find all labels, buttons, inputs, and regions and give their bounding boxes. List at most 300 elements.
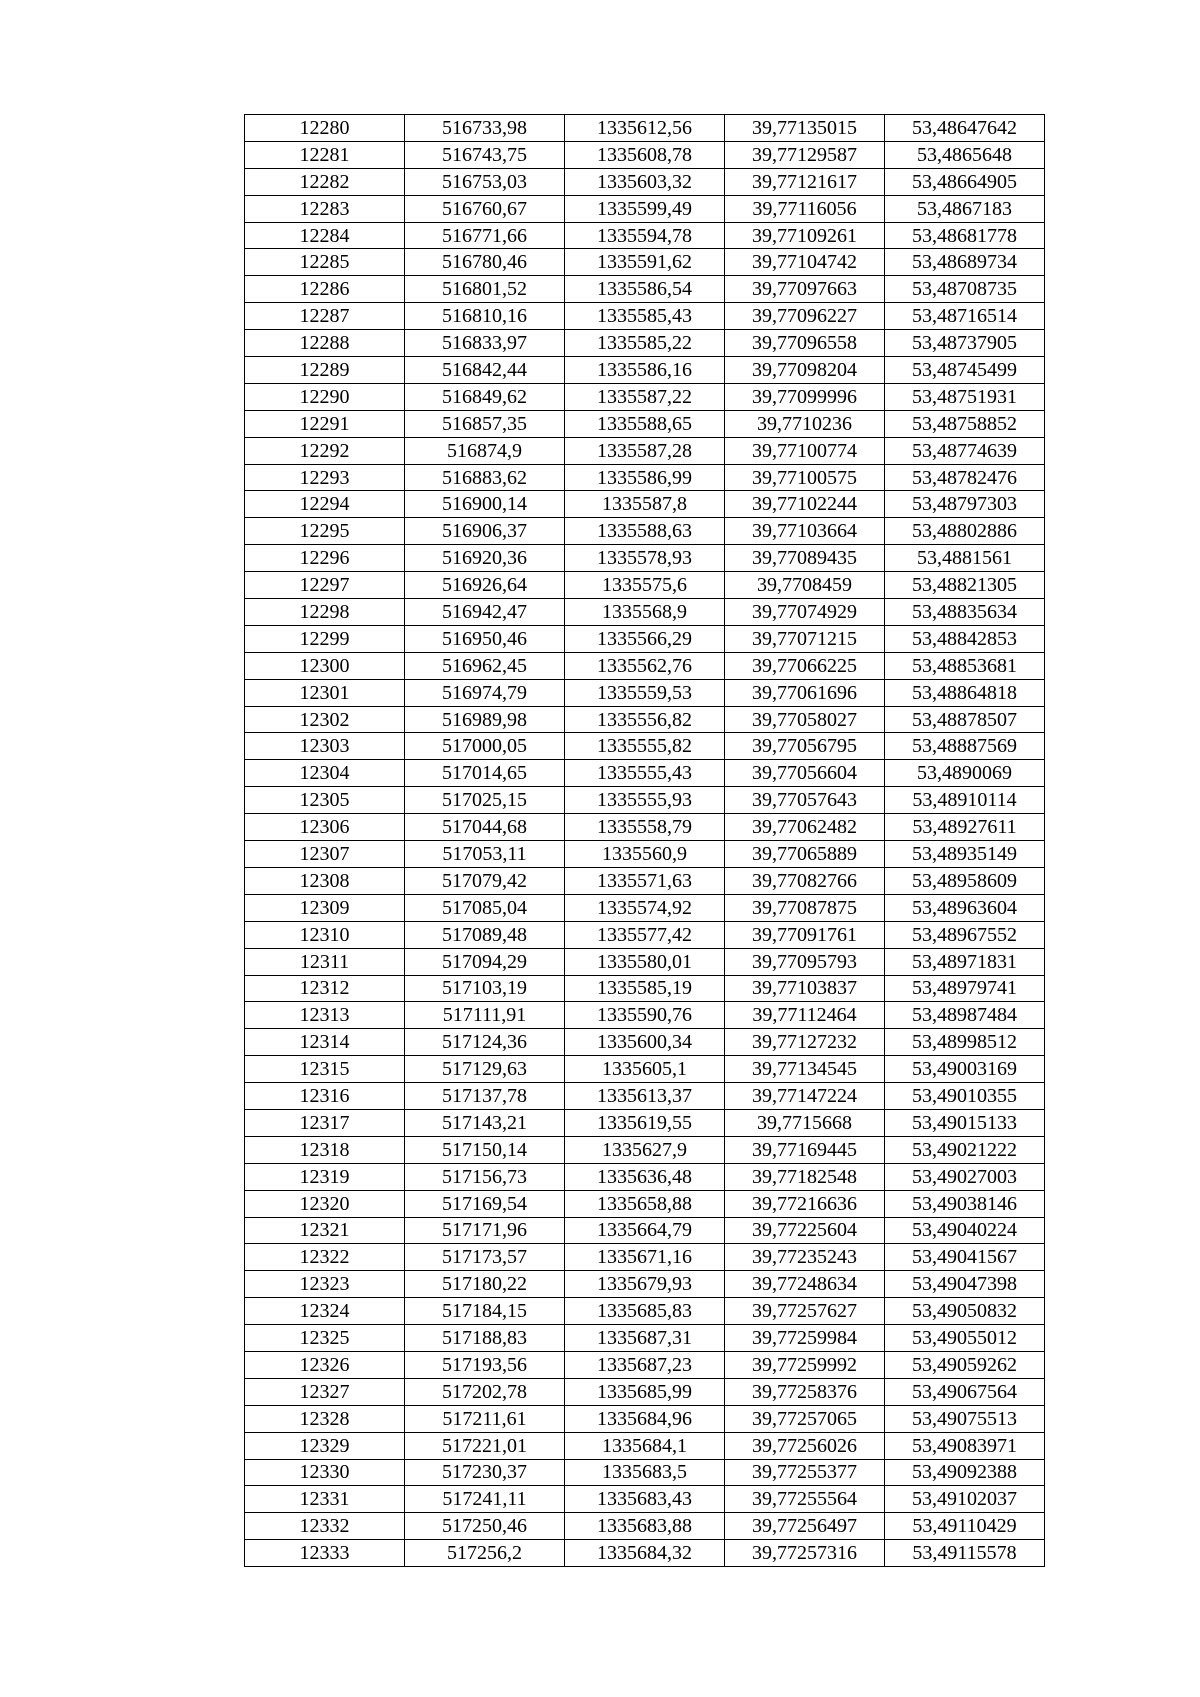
y-coordinate-cell: 1335591,62 — [565, 249, 725, 276]
latitude-cell: 53,48745499 — [885, 357, 1045, 384]
point-number-cell: 12315 — [245, 1056, 405, 1083]
point-number-cell: 12307 — [245, 841, 405, 868]
table-row — [245, 894, 1045, 921]
point-number-cell: 12292 — [245, 437, 405, 464]
y-coordinate-cell: 1335685,99 — [565, 1378, 725, 1405]
x-coordinate-cell: 517230,37 — [405, 1459, 565, 1486]
point-number-cell: 12332 — [245, 1513, 405, 1540]
y-coordinate-cell: 1335608,78 — [565, 141, 725, 168]
latitude-cell: 53,48958609 — [885, 867, 1045, 894]
table-row — [245, 1271, 1045, 1298]
latitude-cell: 53,49075513 — [885, 1405, 1045, 1432]
table-row — [245, 652, 1045, 679]
point-number-cell: 12284 — [245, 222, 405, 249]
table-row — [245, 1513, 1045, 1540]
longitude-cell: 39,77256497 — [725, 1513, 885, 1540]
y-coordinate-cell: 1335580,01 — [565, 948, 725, 975]
x-coordinate-cell: 517193,56 — [405, 1351, 565, 1378]
point-number-cell: 12326 — [245, 1351, 405, 1378]
longitude-cell: 39,77116056 — [725, 195, 885, 222]
x-coordinate-cell: 517188,83 — [405, 1325, 565, 1352]
table-row — [245, 733, 1045, 760]
point-number-cell: 12301 — [245, 679, 405, 706]
point-number-cell: 12293 — [245, 464, 405, 491]
x-coordinate-cell: 516942,47 — [405, 599, 565, 626]
x-coordinate-cell: 517103,19 — [405, 975, 565, 1002]
y-coordinate-cell: 1335613,37 — [565, 1083, 725, 1110]
point-number-cell: 12282 — [245, 168, 405, 195]
longitude-cell: 39,77147224 — [725, 1083, 885, 1110]
x-coordinate-cell: 516962,45 — [405, 652, 565, 679]
latitude-cell: 53,48927611 — [885, 814, 1045, 841]
y-coordinate-cell: 1335587,28 — [565, 437, 725, 464]
latitude-cell: 53,49055012 — [885, 1325, 1045, 1352]
point-number-cell: 12331 — [245, 1486, 405, 1513]
y-coordinate-cell: 1335556,82 — [565, 706, 725, 733]
longitude-cell: 39,77089435 — [725, 545, 885, 572]
longitude-cell: 39,77056604 — [725, 760, 885, 787]
longitude-cell: 39,77100774 — [725, 437, 885, 464]
longitude-cell: 39,7710236 — [725, 410, 885, 437]
point-number-cell: 12328 — [245, 1405, 405, 1432]
table-row — [245, 1351, 1045, 1378]
table-row — [245, 383, 1045, 410]
x-coordinate-cell: 517150,14 — [405, 1136, 565, 1163]
latitude-cell: 53,48797303 — [885, 491, 1045, 518]
latitude-cell: 53,48910114 — [885, 787, 1045, 814]
longitude-cell: 39,77259992 — [725, 1351, 885, 1378]
y-coordinate-cell: 1335603,32 — [565, 168, 725, 195]
x-coordinate-cell: 517137,78 — [405, 1083, 565, 1110]
latitude-cell: 53,49015133 — [885, 1109, 1045, 1136]
x-coordinate-cell: 517129,63 — [405, 1056, 565, 1083]
longitude-cell: 39,77071215 — [725, 625, 885, 652]
table-row — [245, 1325, 1045, 1352]
point-number-cell: 12304 — [245, 760, 405, 787]
point-number-cell: 12298 — [245, 599, 405, 626]
point-number-cell: 12283 — [245, 195, 405, 222]
y-coordinate-cell: 1335574,92 — [565, 894, 725, 921]
longitude-cell: 39,77257316 — [725, 1540, 885, 1567]
latitude-cell: 53,48979741 — [885, 975, 1045, 1002]
latitude-cell: 53,48758852 — [885, 410, 1045, 437]
y-coordinate-cell: 1335558,79 — [565, 814, 725, 841]
latitude-cell: 53,4865648 — [885, 141, 1045, 168]
latitude-cell: 53,48878507 — [885, 706, 1045, 733]
table-row — [245, 357, 1045, 384]
y-coordinate-cell: 1335671,16 — [565, 1244, 725, 1271]
x-coordinate-cell: 516760,67 — [405, 195, 565, 222]
table-row — [245, 1298, 1045, 1325]
point-number-cell: 12330 — [245, 1459, 405, 1486]
x-coordinate-cell: 517202,78 — [405, 1378, 565, 1405]
x-coordinate-cell: 516883,62 — [405, 464, 565, 491]
x-coordinate-cell: 516989,98 — [405, 706, 565, 733]
point-number-cell: 12312 — [245, 975, 405, 1002]
y-coordinate-cell: 1335586,54 — [565, 276, 725, 303]
table-row — [245, 330, 1045, 357]
table-row — [245, 760, 1045, 787]
longitude-cell: 39,77065889 — [725, 841, 885, 868]
y-coordinate-cell: 1335585,22 — [565, 330, 725, 357]
table-row — [245, 814, 1045, 841]
latitude-cell: 53,4867183 — [885, 195, 1045, 222]
longitude-cell: 39,77087875 — [725, 894, 885, 921]
latitude-cell: 53,48708735 — [885, 276, 1045, 303]
table-row — [245, 867, 1045, 894]
table-row — [245, 1540, 1045, 1567]
x-coordinate-cell: 516900,14 — [405, 491, 565, 518]
x-coordinate-cell: 516906,37 — [405, 518, 565, 545]
table-row — [245, 1109, 1045, 1136]
y-coordinate-cell: 1335664,79 — [565, 1217, 725, 1244]
point-number-cell: 12327 — [245, 1378, 405, 1405]
longitude-cell: 39,77066225 — [725, 652, 885, 679]
y-coordinate-cell: 1335594,78 — [565, 222, 725, 249]
x-coordinate-cell: 517241,11 — [405, 1486, 565, 1513]
y-coordinate-cell: 1335588,63 — [565, 518, 725, 545]
point-number-cell: 12333 — [245, 1540, 405, 1567]
point-number-cell: 12303 — [245, 733, 405, 760]
longitude-cell: 39,7715668 — [725, 1109, 885, 1136]
table-row — [245, 1056, 1045, 1083]
table-row — [245, 599, 1045, 626]
latitude-cell: 53,49110429 — [885, 1513, 1045, 1540]
x-coordinate-cell: 517211,61 — [405, 1405, 565, 1432]
table-row — [245, 1432, 1045, 1459]
x-coordinate-cell: 517124,36 — [405, 1029, 565, 1056]
point-number-cell: 12290 — [245, 383, 405, 410]
point-number-cell: 12318 — [245, 1136, 405, 1163]
latitude-cell: 53,48842853 — [885, 625, 1045, 652]
y-coordinate-cell: 1335619,55 — [565, 1109, 725, 1136]
y-coordinate-cell: 1335585,19 — [565, 975, 725, 1002]
x-coordinate-cell: 517143,21 — [405, 1109, 565, 1136]
x-coordinate-cell: 516833,97 — [405, 330, 565, 357]
point-number-cell: 12305 — [245, 787, 405, 814]
x-coordinate-cell: 517014,65 — [405, 760, 565, 787]
x-coordinate-cell: 516810,16 — [405, 303, 565, 330]
longitude-cell: 39,77109261 — [725, 222, 885, 249]
table-row — [245, 222, 1045, 249]
table-row — [245, 1029, 1045, 1056]
longitude-cell: 39,77259984 — [725, 1325, 885, 1352]
latitude-cell: 53,48782476 — [885, 464, 1045, 491]
longitude-cell: 39,77169445 — [725, 1136, 885, 1163]
point-number-cell: 12300 — [245, 652, 405, 679]
latitude-cell: 53,48774639 — [885, 437, 1045, 464]
x-coordinate-cell: 517171,96 — [405, 1217, 565, 1244]
longitude-cell: 39,7708459 — [725, 572, 885, 599]
longitude-cell: 39,77121617 — [725, 168, 885, 195]
latitude-cell: 53,48864818 — [885, 679, 1045, 706]
latitude-cell: 53,48963604 — [885, 894, 1045, 921]
table-row — [245, 625, 1045, 652]
longitude-cell: 39,77097663 — [725, 276, 885, 303]
point-number-cell: 12288 — [245, 330, 405, 357]
latitude-cell: 53,49083971 — [885, 1432, 1045, 1459]
longitude-cell: 39,77127232 — [725, 1029, 885, 1056]
latitude-cell: 53,49059262 — [885, 1351, 1045, 1378]
point-number-cell: 12324 — [245, 1298, 405, 1325]
longitude-cell: 39,77061696 — [725, 679, 885, 706]
y-coordinate-cell: 1335586,99 — [565, 464, 725, 491]
latitude-cell: 53,48821305 — [885, 572, 1045, 599]
longitude-cell: 39,77100575 — [725, 464, 885, 491]
x-coordinate-cell: 516801,52 — [405, 276, 565, 303]
x-coordinate-cell: 516753,03 — [405, 168, 565, 195]
x-coordinate-cell: 517250,46 — [405, 1513, 565, 1540]
longitude-cell: 39,77091761 — [725, 921, 885, 948]
x-coordinate-cell: 516849,62 — [405, 383, 565, 410]
point-number-cell: 12322 — [245, 1244, 405, 1271]
latitude-cell: 53,49092388 — [885, 1459, 1045, 1486]
longitude-cell: 39,77258376 — [725, 1378, 885, 1405]
table-row — [245, 1378, 1045, 1405]
x-coordinate-cell: 516857,35 — [405, 410, 565, 437]
coordinates-table — [244, 114, 1045, 1567]
latitude-cell: 53,48887569 — [885, 733, 1045, 760]
latitude-cell: 53,48853681 — [885, 652, 1045, 679]
point-number-cell: 12319 — [245, 1163, 405, 1190]
y-coordinate-cell: 1335587,8 — [565, 491, 725, 518]
longitude-cell: 39,77248634 — [725, 1271, 885, 1298]
y-coordinate-cell: 1335562,76 — [565, 652, 725, 679]
x-coordinate-cell: 516874,9 — [405, 437, 565, 464]
y-coordinate-cell: 1335687,23 — [565, 1351, 725, 1378]
point-number-cell: 12287 — [245, 303, 405, 330]
x-coordinate-cell: 517025,15 — [405, 787, 565, 814]
longitude-cell: 39,77103837 — [725, 975, 885, 1002]
y-coordinate-cell: 1335685,83 — [565, 1298, 725, 1325]
longitude-cell: 39,77134545 — [725, 1056, 885, 1083]
x-coordinate-cell: 516842,44 — [405, 357, 565, 384]
y-coordinate-cell: 1335555,43 — [565, 760, 725, 787]
y-coordinate-cell: 1335560,9 — [565, 841, 725, 868]
point-number-cell: 12289 — [245, 357, 405, 384]
table-row — [245, 706, 1045, 733]
table-row — [245, 1002, 1045, 1029]
table-row — [245, 410, 1045, 437]
y-coordinate-cell: 1335555,93 — [565, 787, 725, 814]
latitude-cell: 53,49003169 — [885, 1056, 1045, 1083]
latitude-cell: 53,48802886 — [885, 518, 1045, 545]
longitude-cell: 39,77082766 — [725, 867, 885, 894]
point-number-cell: 12313 — [245, 1002, 405, 1029]
point-number-cell: 12297 — [245, 572, 405, 599]
x-coordinate-cell: 517169,54 — [405, 1190, 565, 1217]
table-row — [245, 787, 1045, 814]
longitude-cell: 39,77182548 — [725, 1163, 885, 1190]
y-coordinate-cell: 1335612,56 — [565, 115, 725, 142]
table-row — [245, 276, 1045, 303]
x-coordinate-cell: 517053,11 — [405, 841, 565, 868]
x-coordinate-cell: 516926,64 — [405, 572, 565, 599]
table-row — [245, 841, 1045, 868]
y-coordinate-cell: 1335578,93 — [565, 545, 725, 572]
longitude-cell: 39,77225604 — [725, 1217, 885, 1244]
x-coordinate-cell: 517094,29 — [405, 948, 565, 975]
longitude-cell: 39,77135015 — [725, 115, 885, 142]
x-coordinate-cell: 517221,01 — [405, 1432, 565, 1459]
y-coordinate-cell: 1335636,48 — [565, 1163, 725, 1190]
y-coordinate-cell: 1335586,16 — [565, 357, 725, 384]
y-coordinate-cell: 1335555,82 — [565, 733, 725, 760]
table-row — [245, 1244, 1045, 1271]
point-number-cell: 12317 — [245, 1109, 405, 1136]
y-coordinate-cell: 1335679,93 — [565, 1271, 725, 1298]
longitude-cell: 39,77255377 — [725, 1459, 885, 1486]
table-row — [245, 1136, 1045, 1163]
longitude-cell: 39,77096558 — [725, 330, 885, 357]
table-row — [245, 975, 1045, 1002]
table-row — [245, 1190, 1045, 1217]
table-row — [245, 572, 1045, 599]
point-number-cell: 12316 — [245, 1083, 405, 1110]
point-number-cell: 12286 — [245, 276, 405, 303]
y-coordinate-cell: 1335588,65 — [565, 410, 725, 437]
point-number-cell: 12296 — [245, 545, 405, 572]
y-coordinate-cell: 1335577,42 — [565, 921, 725, 948]
latitude-cell: 53,49038146 — [885, 1190, 1045, 1217]
latitude-cell: 53,49102037 — [885, 1486, 1045, 1513]
table-row — [245, 141, 1045, 168]
y-coordinate-cell: 1335684,32 — [565, 1540, 725, 1567]
longitude-cell: 39,77255564 — [725, 1486, 885, 1513]
point-number-cell: 12299 — [245, 625, 405, 652]
x-coordinate-cell: 517156,73 — [405, 1163, 565, 1190]
longitude-cell: 39,77257627 — [725, 1298, 885, 1325]
x-coordinate-cell: 517180,22 — [405, 1271, 565, 1298]
latitude-cell: 53,48751931 — [885, 383, 1045, 410]
latitude-cell: 53,48998512 — [885, 1029, 1045, 1056]
point-number-cell: 12314 — [245, 1029, 405, 1056]
table-row — [245, 1083, 1045, 1110]
longitude-cell: 39,77235243 — [725, 1244, 885, 1271]
point-number-cell: 12320 — [245, 1190, 405, 1217]
longitude-cell: 39,77112464 — [725, 1002, 885, 1029]
table-row — [245, 1486, 1045, 1513]
point-number-cell: 12310 — [245, 921, 405, 948]
table-row — [245, 491, 1045, 518]
y-coordinate-cell: 1335683,43 — [565, 1486, 725, 1513]
point-number-cell: 12321 — [245, 1217, 405, 1244]
longitude-cell: 39,77058027 — [725, 706, 885, 733]
point-number-cell: 12285 — [245, 249, 405, 276]
latitude-cell: 53,49041567 — [885, 1244, 1045, 1271]
longitude-cell: 39,77098204 — [725, 357, 885, 384]
longitude-cell: 39,77062482 — [725, 814, 885, 841]
table-row — [245, 1405, 1045, 1432]
y-coordinate-cell: 1335627,9 — [565, 1136, 725, 1163]
x-coordinate-cell: 517256,2 — [405, 1540, 565, 1567]
table-row — [245, 921, 1045, 948]
table-row — [245, 518, 1045, 545]
latitude-cell: 53,48689734 — [885, 249, 1045, 276]
latitude-cell: 53,4881561 — [885, 545, 1045, 572]
longitude-cell: 39,77129587 — [725, 141, 885, 168]
latitude-cell: 53,48967552 — [885, 921, 1045, 948]
longitude-cell: 39,77103664 — [725, 518, 885, 545]
x-coordinate-cell: 517079,42 — [405, 867, 565, 894]
x-coordinate-cell: 516920,36 — [405, 545, 565, 572]
point-number-cell: 12325 — [245, 1325, 405, 1352]
longitude-cell: 39,77216636 — [725, 1190, 885, 1217]
point-number-cell: 12302 — [245, 706, 405, 733]
table-row — [245, 168, 1045, 195]
table-row — [245, 1163, 1045, 1190]
point-number-cell: 12294 — [245, 491, 405, 518]
point-number-cell: 12311 — [245, 948, 405, 975]
latitude-cell: 53,48935149 — [885, 841, 1045, 868]
y-coordinate-cell: 1335683,88 — [565, 1513, 725, 1540]
longitude-cell: 39,77096227 — [725, 303, 885, 330]
latitude-cell: 53,49021222 — [885, 1136, 1045, 1163]
point-number-cell: 12291 — [245, 410, 405, 437]
latitude-cell: 53,49067564 — [885, 1378, 1045, 1405]
latitude-cell: 53,48835634 — [885, 599, 1045, 626]
point-number-cell: 12281 — [245, 141, 405, 168]
point-number-cell: 12280 — [245, 115, 405, 142]
y-coordinate-cell: 1335590,76 — [565, 1002, 725, 1029]
y-coordinate-cell: 1335575,6 — [565, 572, 725, 599]
latitude-cell: 53,48987484 — [885, 1002, 1045, 1029]
latitude-cell: 53,49027003 — [885, 1163, 1045, 1190]
x-coordinate-cell: 516950,46 — [405, 625, 565, 652]
table-row — [245, 948, 1045, 975]
longitude-cell: 39,77056795 — [725, 733, 885, 760]
longitude-cell: 39,77102244 — [725, 491, 885, 518]
x-coordinate-cell: 517085,04 — [405, 894, 565, 921]
latitude-cell: 53,48716514 — [885, 303, 1045, 330]
x-coordinate-cell: 517173,57 — [405, 1244, 565, 1271]
y-coordinate-cell: 1335658,88 — [565, 1190, 725, 1217]
y-coordinate-cell: 1335585,43 — [565, 303, 725, 330]
table-row — [245, 1217, 1045, 1244]
y-coordinate-cell: 1335600,34 — [565, 1029, 725, 1056]
y-coordinate-cell: 1335599,49 — [565, 195, 725, 222]
x-coordinate-cell: 516743,75 — [405, 141, 565, 168]
y-coordinate-cell: 1335559,53 — [565, 679, 725, 706]
latitude-cell: 53,48737905 — [885, 330, 1045, 357]
x-coordinate-cell: 517044,68 — [405, 814, 565, 841]
longitude-cell: 39,77257065 — [725, 1405, 885, 1432]
x-coordinate-cell: 517089,48 — [405, 921, 565, 948]
latitude-cell: 53,49050832 — [885, 1298, 1045, 1325]
y-coordinate-cell: 1335587,22 — [565, 383, 725, 410]
latitude-cell: 53,48664905 — [885, 168, 1045, 195]
longitude-cell: 39,77104742 — [725, 249, 885, 276]
latitude-cell: 53,48647642 — [885, 115, 1045, 142]
point-number-cell: 12309 — [245, 894, 405, 921]
point-number-cell: 12295 — [245, 518, 405, 545]
longitude-cell: 39,77095793 — [725, 948, 885, 975]
x-coordinate-cell: 516771,66 — [405, 222, 565, 249]
y-coordinate-cell: 1335687,31 — [565, 1325, 725, 1352]
table-row — [245, 545, 1045, 572]
latitude-cell: 53,48681778 — [885, 222, 1045, 249]
y-coordinate-cell: 1335683,5 — [565, 1459, 725, 1486]
x-coordinate-cell: 516780,46 — [405, 249, 565, 276]
latitude-cell: 53,49047398 — [885, 1271, 1045, 1298]
x-coordinate-cell: 517184,15 — [405, 1298, 565, 1325]
table-row — [245, 1459, 1045, 1486]
latitude-cell: 53,4890069 — [885, 760, 1045, 787]
table-row — [245, 115, 1045, 142]
table-row — [245, 464, 1045, 491]
table-row — [245, 437, 1045, 464]
coordinates-table-body — [245, 115, 1045, 1567]
